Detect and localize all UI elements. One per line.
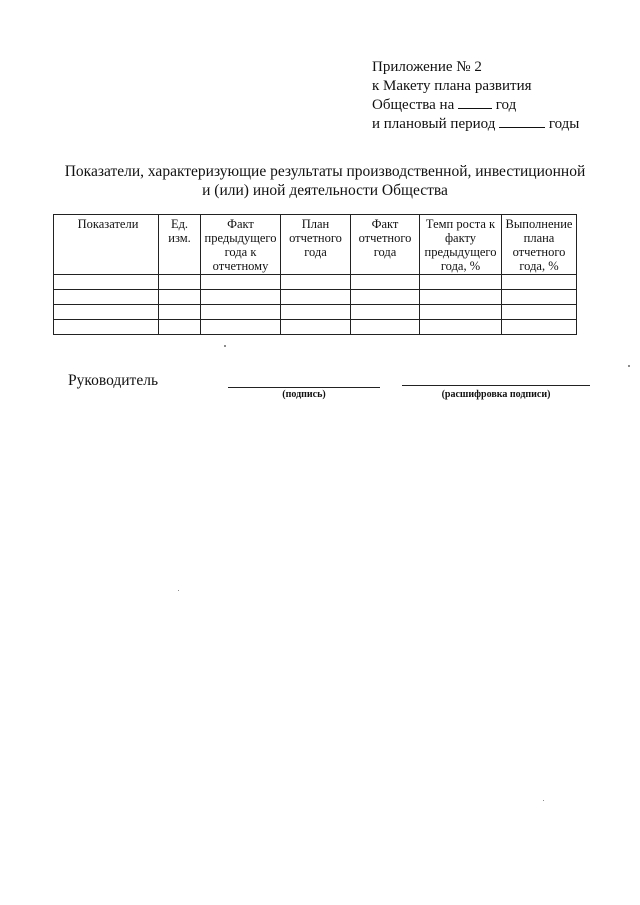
table-cell[interactable] bbox=[159, 290, 201, 305]
table-cell[interactable] bbox=[502, 305, 577, 320]
document-title bbox=[60, 162, 590, 200]
appendix-period-line bbox=[372, 115, 579, 134]
scan-speck bbox=[543, 800, 544, 801]
table-cell[interactable] bbox=[54, 305, 159, 320]
table-cell[interactable] bbox=[201, 305, 281, 320]
header-unit: Ед. изм. bbox=[159, 215, 201, 275]
scan-speck bbox=[628, 365, 630, 367]
table-cell[interactable] bbox=[54, 275, 159, 290]
header-indicators: Показатели bbox=[54, 215, 159, 275]
table-cell[interactable] bbox=[420, 290, 502, 305]
table-row bbox=[54, 290, 577, 305]
table-cell[interactable] bbox=[502, 290, 577, 305]
table-cell[interactable] bbox=[201, 320, 281, 335]
title-line-1: Показатели, характеризующие результаты производственной, инвестиционной bbox=[64, 163, 586, 180]
table-cell[interactable] bbox=[201, 290, 281, 305]
table-cell[interactable] bbox=[281, 320, 351, 335]
table-cell[interactable] bbox=[281, 305, 351, 320]
scan-speck bbox=[224, 345, 226, 347]
table-cell[interactable] bbox=[351, 305, 420, 320]
table-row bbox=[54, 305, 577, 320]
table-header-row bbox=[54, 215, 577, 275]
table-row bbox=[54, 320, 577, 335]
signature-decoding-caption: (расшифровка подписи) bbox=[441, 389, 551, 400]
table-cell[interactable] bbox=[502, 275, 577, 290]
header-fact-reporting-year: Факт отчетного года bbox=[351, 215, 420, 275]
table-cell[interactable] bbox=[281, 275, 351, 290]
indicators-table bbox=[53, 214, 577, 335]
table-cell[interactable] bbox=[420, 305, 502, 320]
table-cell[interactable] bbox=[159, 275, 201, 290]
signature-caption: (подпись) bbox=[282, 389, 326, 400]
header-growth-rate: Темп роста к факту предыдущего года, % bbox=[420, 215, 502, 275]
appendix-number: Приложение № 2 bbox=[372, 59, 482, 75]
appendix-period-suffix: годы bbox=[548, 116, 580, 132]
table-cell[interactable] bbox=[159, 320, 201, 335]
appendix-reference: к Макету плана развития bbox=[372, 78, 532, 94]
header-plan-reporting-year: План отчетного года bbox=[281, 215, 351, 275]
table-cell[interactable] bbox=[351, 275, 420, 290]
scan-speck bbox=[178, 590, 179, 591]
table-cell[interactable] bbox=[201, 275, 281, 290]
appendix-year-suffix: год bbox=[495, 97, 517, 113]
appendix-year-line bbox=[372, 96, 579, 115]
appendix-year-prefix: Общества на bbox=[372, 97, 455, 113]
signature-line[interactable] bbox=[228, 387, 380, 388]
period-blank-field[interactable] bbox=[499, 115, 545, 128]
table-cell[interactable] bbox=[502, 320, 577, 335]
table-cell[interactable] bbox=[54, 320, 159, 335]
table-cell[interactable] bbox=[281, 290, 351, 305]
year-blank-field[interactable] bbox=[458, 96, 492, 109]
header-plan-execution: Выполнение плана отчетного года, % bbox=[502, 215, 577, 275]
table-cell[interactable] bbox=[420, 275, 502, 290]
appendix-period-prefix: и плановый период bbox=[372, 116, 496, 132]
appendix-block bbox=[372, 58, 579, 134]
signature-label: Руководитель bbox=[68, 372, 159, 389]
table-row bbox=[54, 275, 577, 290]
table-cell[interactable] bbox=[420, 320, 502, 335]
signature-decoding-line[interactable] bbox=[402, 385, 590, 386]
title-line-2: и (или) иной деятельности Общества bbox=[202, 182, 448, 199]
table-cell[interactable] bbox=[159, 305, 201, 320]
table-cell[interactable] bbox=[351, 320, 420, 335]
table-cell[interactable] bbox=[351, 290, 420, 305]
table-cell[interactable] bbox=[54, 290, 159, 305]
header-previous-year-fact: Факт предыдущего года к отчетному bbox=[201, 215, 281, 275]
